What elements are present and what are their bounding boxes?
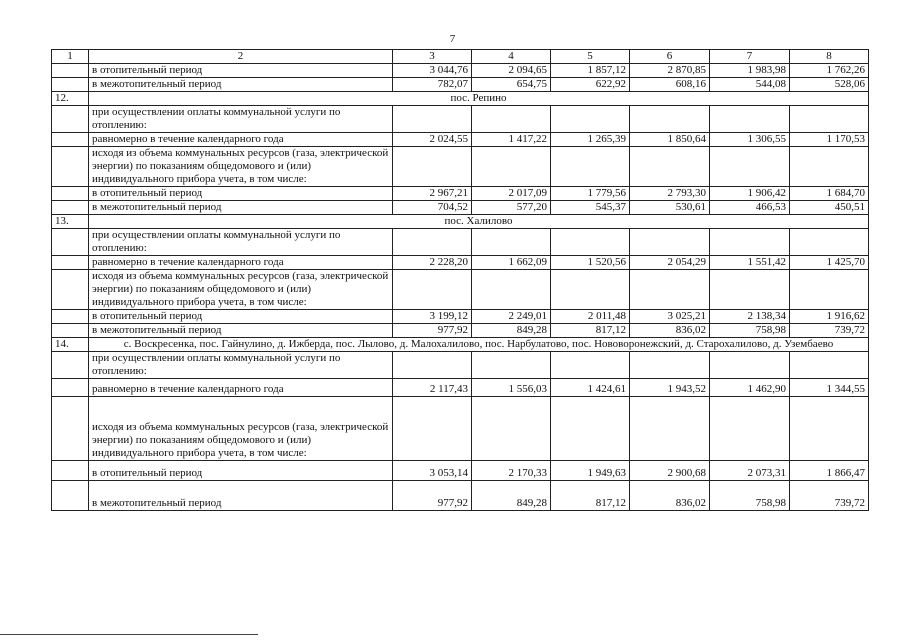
tariff-value: 2 011,48 (551, 310, 630, 324)
column-number: 6 (630, 50, 710, 64)
section-header-row (52, 338, 869, 352)
tariff-value: 704,52 (393, 201, 472, 215)
row-number-cell (52, 461, 89, 481)
page-number: 7 (449, 33, 456, 45)
row-number-cell (52, 133, 89, 147)
tariff-value: 1 551,42 (710, 256, 790, 270)
tariff-value (551, 352, 630, 379)
tariff-value (630, 270, 710, 310)
row-number-cell (52, 324, 89, 338)
row-label: исходя из объема коммунальных ресурсов (газа, электрической энергии) по показаниям общедомового и (или) индивидуального прибора учета, в том числе: (89, 270, 393, 310)
tariff-value: 3 025,21 (630, 310, 710, 324)
tariff-value: 2 170,33 (472, 461, 551, 481)
column-number-row (52, 50, 869, 64)
tariff-value: 2 117,43 (393, 379, 472, 397)
row-number-cell (52, 481, 89, 511)
table-row (52, 201, 869, 215)
table-row (52, 147, 869, 187)
row-label: в межотопительный период (89, 201, 393, 215)
tariff-value (790, 106, 869, 133)
table-row (52, 133, 869, 147)
tariff-value: 622,92 (551, 78, 630, 92)
tariff-value (790, 270, 869, 310)
row-number-cell (52, 256, 89, 270)
tariff-value: 782,07 (393, 78, 472, 92)
tariff-value (790, 397, 869, 461)
tariff-value: 1 265,39 (551, 133, 630, 147)
tariff-value: 2 017,09 (472, 187, 551, 201)
row-label: при осуществлении оплаты коммунальной услуги по отоплению: (89, 106, 393, 133)
tariff-value (630, 106, 710, 133)
column-number: 8 (790, 50, 869, 64)
table-row (52, 106, 869, 133)
tariff-table-body (52, 50, 869, 511)
column-number: 2 (89, 50, 393, 64)
tariff-value: 545,37 (551, 201, 630, 215)
tariff-value (551, 106, 630, 133)
tariff-value (630, 397, 710, 461)
tariff-value (790, 229, 869, 256)
tariff-value: 1 906,42 (710, 187, 790, 201)
section-settlement-name: пос. Халилово (89, 215, 869, 229)
footnote-separator (0, 634, 258, 635)
row-number-cell (52, 229, 89, 256)
table-row (52, 324, 869, 338)
row-label: в отопительный период (89, 310, 393, 324)
column-number: 5 (551, 50, 630, 64)
table-row (52, 310, 869, 324)
tariff-value (551, 147, 630, 187)
tariff-value: 1 170,53 (790, 133, 869, 147)
tariff-value: 739,72 (790, 324, 869, 338)
row-number-cell (52, 106, 89, 133)
tariff-value: 1 344,55 (790, 379, 869, 397)
table-row (52, 229, 869, 256)
column-number: 4 (472, 50, 551, 64)
section-number: 13. (52, 215, 89, 229)
section-number: 12. (52, 92, 89, 106)
table-row (52, 270, 869, 310)
tariff-value: 2 024,55 (393, 133, 472, 147)
tariff-value: 466,53 (710, 201, 790, 215)
tariff-value: 2 900,68 (630, 461, 710, 481)
row-label: в межотопительный период (89, 481, 393, 511)
tariff-value: 544,08 (710, 78, 790, 92)
row-label: равномерно в течение календарного года (89, 133, 393, 147)
tariff-value: 3 044,76 (393, 64, 472, 78)
row-number-cell (52, 64, 89, 78)
row-label: равномерно в течение календарного года (89, 379, 393, 397)
tariff-table (51, 49, 869, 511)
table-row (52, 187, 869, 201)
tariff-value: 1 850,64 (630, 133, 710, 147)
tariff-value (551, 270, 630, 310)
table-row (52, 64, 869, 78)
tariff-value (393, 352, 472, 379)
tariff-value: 1 762,26 (790, 64, 869, 78)
tariff-value (710, 147, 790, 187)
tariff-value: 977,92 (393, 324, 472, 338)
tariff-value: 1 462,90 (710, 379, 790, 397)
row-number-cell (52, 397, 89, 461)
tariff-value: 450,51 (790, 201, 869, 215)
row-number-cell (52, 187, 89, 201)
section-settlement-name: с. Воскресенка, пос. Гайнулино, д. Ижберда, пос. Лылово, д. Малохалилово, пос. Нарбулатово, пос. Нововоронежский, д. Старохалилово, д. Узембаево (89, 338, 869, 352)
table-row (52, 256, 869, 270)
tariff-value: 1 520,56 (551, 256, 630, 270)
row-number-cell (52, 147, 89, 187)
row-label: в межотопительный период (89, 78, 393, 92)
tariff-value: 758,98 (710, 324, 790, 338)
row-label: при осуществлении оплаты коммунальной услуги по отоплению: (89, 229, 393, 256)
row-label: в отопительный период (89, 461, 393, 481)
tariff-value: 2 073,31 (710, 461, 790, 481)
tariff-value: 2 249,01 (472, 310, 551, 324)
row-label: в отопительный период (89, 187, 393, 201)
tariff-value (710, 397, 790, 461)
tariff-value (472, 270, 551, 310)
row-label: в отопительный период (89, 64, 393, 78)
tariff-value: 3 053,14 (393, 461, 472, 481)
tariff-value: 530,61 (630, 201, 710, 215)
tariff-value: 2 870,85 (630, 64, 710, 78)
tariff-value: 1 556,03 (472, 379, 551, 397)
section-header-row (52, 92, 869, 106)
column-number: 7 (710, 50, 790, 64)
tariff-value: 1 306,55 (710, 133, 790, 147)
tariff-value: 849,28 (472, 481, 551, 511)
tariff-value: 1 417,22 (472, 133, 551, 147)
table-row (52, 352, 869, 379)
tariff-value (551, 397, 630, 461)
tariff-value: 654,75 (472, 78, 551, 92)
tariff-value: 758,98 (710, 481, 790, 511)
tariff-value: 1 949,63 (551, 461, 630, 481)
row-number-cell (52, 379, 89, 397)
tariff-value: 1 424,61 (551, 379, 630, 397)
tariff-value: 608,16 (630, 78, 710, 92)
tariff-value: 1 425,70 (790, 256, 869, 270)
tariff-value: 528,06 (790, 78, 869, 92)
tariff-value: 1 779,56 (551, 187, 630, 201)
tariff-value (393, 229, 472, 256)
tariff-value: 817,12 (551, 324, 630, 338)
tariff-value: 2 967,21 (393, 187, 472, 201)
row-label: равномерно в течение календарного года (89, 256, 393, 270)
tariff-value (790, 352, 869, 379)
tariff-value (710, 229, 790, 256)
tariff-value: 836,02 (630, 324, 710, 338)
table-row (52, 461, 869, 481)
row-number-cell (52, 201, 89, 215)
section-number: 14. (52, 338, 89, 352)
tariff-value (790, 147, 869, 187)
table-row (52, 379, 869, 397)
tariff-value (472, 352, 551, 379)
tariff-value (393, 270, 472, 310)
tariff-value (710, 106, 790, 133)
row-number-cell (52, 78, 89, 92)
tariff-value: 1 983,98 (710, 64, 790, 78)
tariff-value: 1 662,09 (472, 256, 551, 270)
tariff-value: 577,20 (472, 201, 551, 215)
tariff-value (551, 229, 630, 256)
table-row (52, 397, 869, 461)
tariff-value (472, 229, 551, 256)
tariff-value (630, 147, 710, 187)
tariff-value (393, 397, 472, 461)
table-row (52, 481, 869, 511)
tariff-value: 2 793,30 (630, 187, 710, 201)
tariff-value (630, 352, 710, 379)
tariff-value: 1 943,52 (630, 379, 710, 397)
tariff-value: 2 138,34 (710, 310, 790, 324)
row-label: при осуществлении оплаты коммунальной услуги по отоплению: (89, 352, 393, 379)
column-number: 3 (393, 50, 472, 64)
row-number-cell (52, 270, 89, 310)
section-header-row (52, 215, 869, 229)
table-row (52, 78, 869, 92)
row-label: исходя из объема коммунальных ресурсов (газа, электрической энергии) по показаниям общедомового и (или) индивидуального прибора учета, в том числе: (89, 147, 393, 187)
tariff-value (472, 397, 551, 461)
tariff-value (472, 106, 551, 133)
tariff-value: 1 916,62 (790, 310, 869, 324)
tariff-value: 3 199,12 (393, 310, 472, 324)
tariff-value (630, 229, 710, 256)
tariff-value: 849,28 (472, 324, 551, 338)
tariff-value: 2 228,20 (393, 256, 472, 270)
tariff-value: 2 054,29 (630, 256, 710, 270)
tariff-value: 977,92 (393, 481, 472, 511)
tariff-value (393, 147, 472, 187)
row-label: в межотопительный период (89, 324, 393, 338)
row-number-cell (52, 310, 89, 324)
tariff-value: 1 684,70 (790, 187, 869, 201)
tariff-value (710, 352, 790, 379)
row-number-cell (52, 352, 89, 379)
tariff-value (472, 147, 551, 187)
tariff-value (393, 106, 472, 133)
tariff-value (710, 270, 790, 310)
tariff-value: 836,02 (630, 481, 710, 511)
tariff-value: 1 866,47 (790, 461, 869, 481)
tariff-value: 2 094,65 (472, 64, 551, 78)
column-number: 1 (52, 50, 89, 64)
tariff-value: 817,12 (551, 481, 630, 511)
row-label: исходя из объема коммунальных ресурсов (газа, электрической энергии) по показаниям общедомового и (или) индивидуального прибора учета, в том числе: (89, 397, 393, 461)
tariff-value: 739,72 (790, 481, 869, 511)
tariff-value: 1 857,12 (551, 64, 630, 78)
section-settlement-name: пос. Репино (89, 92, 869, 106)
